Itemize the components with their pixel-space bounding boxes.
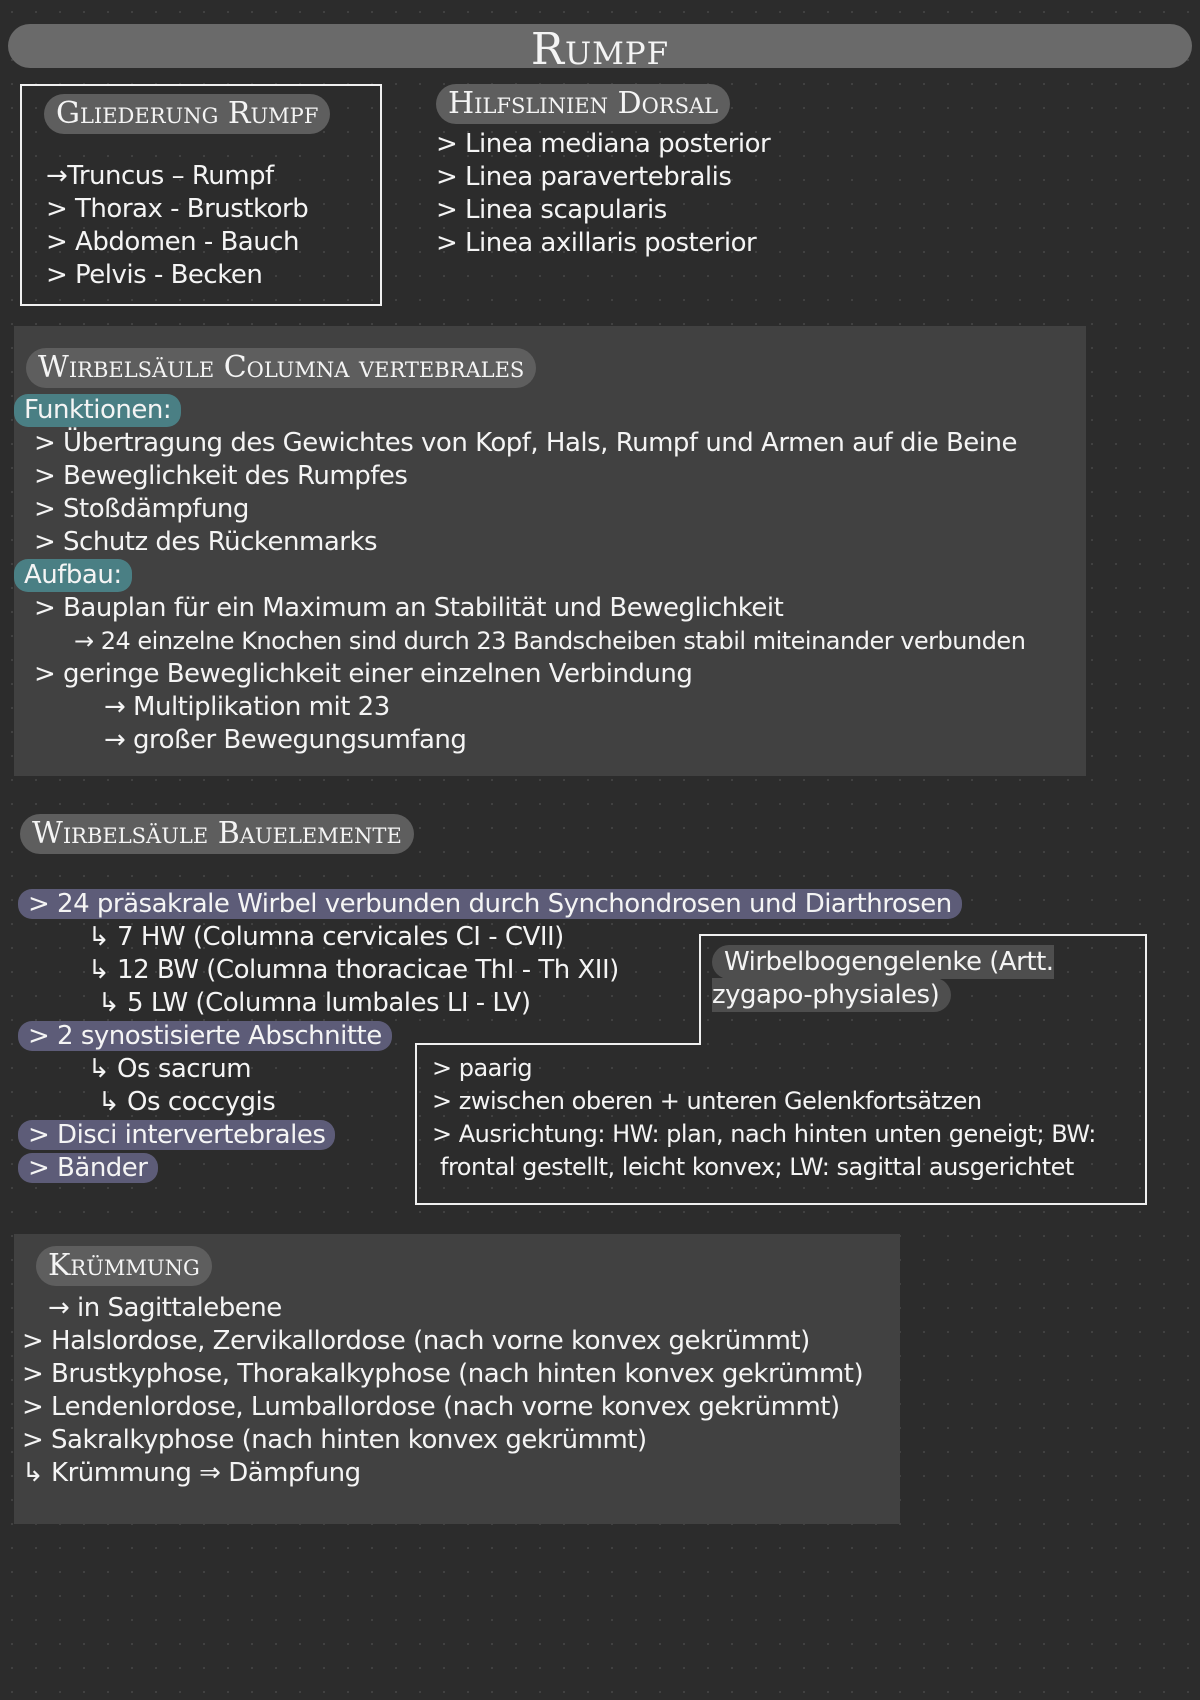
bauelemente-heading-wrap <box>20 814 414 854</box>
hilfslinien-heading: Hilfslinien Dorsal <box>436 84 730 124</box>
gliederung-heading: Gliederung Rumpf <box>44 94 330 134</box>
list-item: → Multiplikation mit 23 <box>104 692 390 722</box>
hilfslinien-section <box>436 84 770 260</box>
gelenke-list <box>432 1052 1096 1184</box>
list-item: > geringe Beweglichkeit einer einzelnen Verbindung <box>34 659 693 689</box>
gelenke-heading: Wirbelbogengelenke (Artt. zygapo-physiales) <box>712 947 1054 1010</box>
praesakral-item: > 24 präsakrale Wirbel verbunden durch Synchondrosen und Diarthrosen <box>18 889 962 919</box>
list-item: > Beweglichkeit des Rumpfes <box>34 461 408 491</box>
list-item: > Thorax - Brustkorb <box>46 194 309 224</box>
list-item: > Übertragung des Gewichtes von Kopf, Hals, Rumpf und Armen auf die Beine <box>34 428 1017 458</box>
kruemmung-list <box>22 1292 863 1490</box>
hilfslinien-list <box>436 128 770 260</box>
title-banner <box>8 24 1192 75</box>
gliederung-list <box>46 160 308 292</box>
kruemmung-panel <box>14 1234 900 1524</box>
wirbelsaeule-panel <box>14 326 1086 776</box>
list-item: > Bauplan für ein Maximum an Stabilität und Beweglichkeit <box>34 593 784 623</box>
gliederung-box <box>20 84 382 306</box>
list-item: frontal gestellt, leicht konvex; LW: sagittal ausgerichtet <box>440 1153 1074 1181</box>
list-item: > paarig <box>432 1054 533 1082</box>
gelenke-heading-wrap <box>712 946 1142 1012</box>
funktionen-label: Funktionen: <box>14 394 181 427</box>
list-item: → 24 einzelne Knochen sind durch 23 Bandscheiben stabil miteinander verbunden <box>74 627 1026 655</box>
list-item: > Pelvis - Becken <box>46 260 263 290</box>
list-item: → in Sagittalebene <box>48 1293 282 1323</box>
kruemmung-heading: Krümmung <box>36 1246 212 1286</box>
list-item: > Sakralkyphose (nach hinten konvex gekrümmt) <box>22 1425 647 1455</box>
baender-item: > Bänder <box>18 1153 158 1183</box>
list-item: > zwischen oberen + unteren Gelenkfortsätzen <box>432 1087 982 1115</box>
list-item: > Linea paravertebralis <box>436 162 732 192</box>
list-item: > Linea axillaris posterior <box>436 228 757 258</box>
list-item: > Abdomen - Bauch <box>46 227 299 257</box>
list-item: ↳ Os coccygis <box>98 1087 276 1117</box>
list-item: ↳ 5 LW (Columna lumbales LI - LV) <box>98 988 531 1018</box>
page-title: Rumpf <box>530 24 670 75</box>
list-item: > Linea scapularis <box>436 195 667 225</box>
list-item: ↳ 12 BW (Columna thoracicae ThI - Th XII) <box>88 955 619 985</box>
list-item: > Halslordose, Zervikallordose (nach vorne konvex gekrümmt) <box>22 1326 810 1356</box>
list-item: ↳ 7 HW (Columna cervicales CI - CVII) <box>88 922 564 952</box>
aufbau-label: Aufbau: <box>14 559 132 592</box>
list-item: ↳ Krümmung ⇒ Dämpfung <box>22 1458 361 1488</box>
wirbelsaeule-content <box>14 394 1086 757</box>
synostisiert-item: > 2 synostisierte Abschnitte <box>18 1021 392 1051</box>
list-item: > Stoßdämpfung <box>34 494 249 524</box>
list-item: → großer Bewegungsumfang <box>104 725 467 755</box>
list-item: > Linea mediana posterior <box>436 129 771 159</box>
list-item: > Ausrichtung: HW: plan, nach hinten unten geneigt; BW: <box>432 1120 1096 1148</box>
list-item: > Schutz des Rückenmarks <box>34 527 378 557</box>
list-item: > Brustkyphose, Thorakalkyphose (nach hinten konvex gekrümmt) <box>22 1359 864 1389</box>
bauelemente-heading: Wirbelsäule Bauelemente <box>20 814 414 854</box>
list-item: →Truncus – Rumpf <box>46 161 274 191</box>
disci-item: > Disci intervertebrales <box>18 1120 335 1150</box>
list-item: ↳ Os sacrum <box>88 1054 252 1084</box>
wirbelsaeule-heading: Wirbelsäule Columna vertebrales <box>26 348 536 388</box>
list-item: > Lendenlordose, Lumballordose (nach vorne konvex gekrümmt) <box>22 1392 840 1422</box>
